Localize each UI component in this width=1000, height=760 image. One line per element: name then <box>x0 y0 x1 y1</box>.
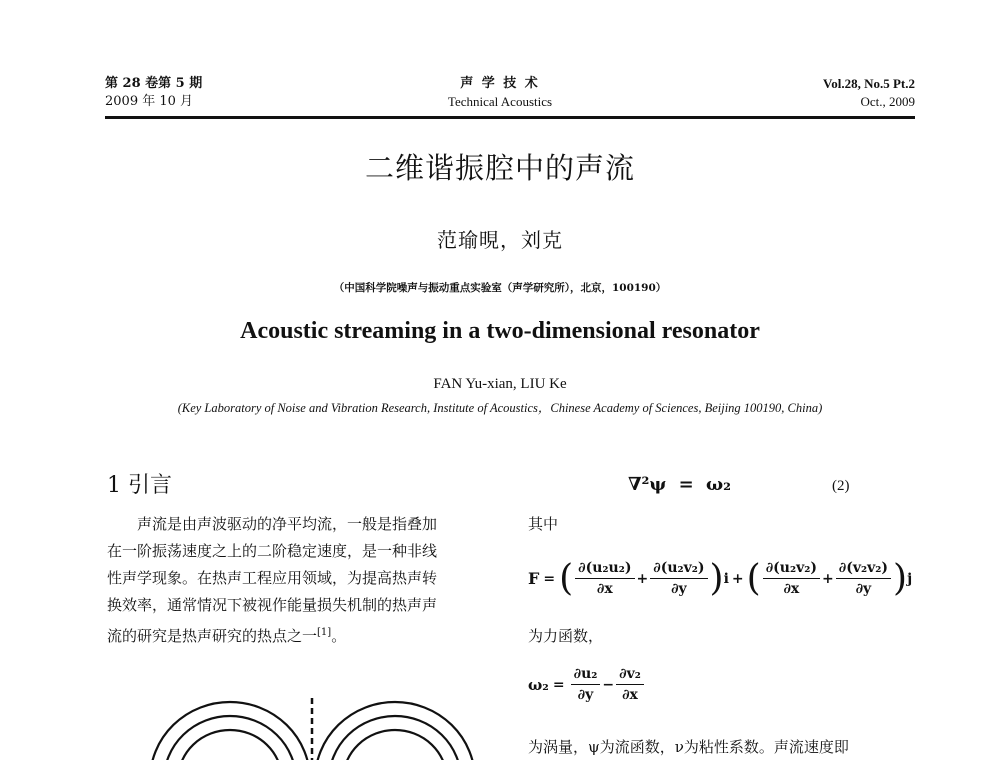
para-line: 在一阶振荡速度之上的二阶稳定速度，是一种非线 <box>107 542 438 560</box>
citation: [1] <box>317 627 332 638</box>
F-label: F <box>528 569 540 588</box>
frac-term2: $\frac{\text{∂(u₂v₂)}}{\partial y}$ <box>650 558 707 599</box>
para-line: 性声学现象。在热声工程应用领域，为提高热声转 <box>107 569 438 587</box>
eq2-label: (2) <box>832 478 850 494</box>
affiliation-en: (Key Laboratory of Noise and Vibration Research, Institute of Acoustics，Chinese Academy of Sciences, Beijing 100190, China) <box>177 401 823 415</box>
authors-cn: 范瑜晛，刘克 <box>437 228 563 252</box>
vorticity-description: 为涡量，ψ为流函数，ν为粘性系数。声流速度即 <box>528 738 849 756</box>
section-1-title: 1 引言 <box>107 473 172 498</box>
affiliation-cn: （中国科学院噪声与振动重点实验室（声学研究所），北京，100190） <box>333 282 667 294</box>
header-date-en: Oct., 2009 <box>860 94 915 109</box>
frac-om2: $\frac{\text{∂v₂}}{\partial x}$ <box>616 664 644 705</box>
header-journal-en: Technical Acoustics <box>447 94 553 109</box>
title-cn: 二维谐振腔中的声流 <box>364 151 635 185</box>
eq2: ∇²ψ = ω₂ <box>628 474 732 495</box>
header-journal-cn: 声 学 技 术 <box>460 76 540 91</box>
para-line-last <box>107 619 492 650</box>
frac-term4: $\frac{\text{∂(v₂v₂)}}{\partial y}$ <box>836 558 891 599</box>
qizhong: 其中 <box>528 515 559 533</box>
end-punct: 。 <box>331 627 347 645</box>
vortex-left-inner <box>178 730 282 760</box>
force-description: 为力函数， <box>528 627 604 645</box>
omega-label: ω₂ <box>528 675 549 694</box>
authors-en: FAN Yu-xian, LIU Ke <box>433 376 567 392</box>
eq2-rhs: ω₂ <box>706 474 732 495</box>
title-en: Acoustic streaming in a two-dimensional resonator <box>240 318 760 344</box>
header-volume-en: Vol.28, No.5 Pt.2 <box>823 76 915 91</box>
para-line: 声流是由声波驱动的净平均流，一般是指叠加 <box>137 515 438 533</box>
unit-i: i <box>723 570 729 587</box>
header-volume-cn: 第 28 卷第 5 期 <box>105 76 203 91</box>
frac-om1: $\frac{\text{∂u₂}}{\partial y}$ <box>571 664 601 705</box>
frac-term1: $\frac{\text{∂(u₂u₂)}}{\partial x}$ <box>575 558 634 599</box>
vortex-left-mid <box>164 716 296 760</box>
unit-j: j <box>907 570 913 587</box>
force-equation: F = ( $\frac{\text{∂(u₂u₂)}}{\partial x}$ + $\frac{\text{∂(u₂v₂)}}{\partial y}$ ) i + ( $\frac{\text{∂(u₂v₂)}}{\partial x}$ + $\frac{\text{∂(v₂v₂)}}{\partial y}$ ) j <box>528 557 913 599</box>
streaming-figure <box>140 690 480 760</box>
vortex-right-mid <box>329 716 461 760</box>
vortex-right-inner <box>343 730 447 760</box>
header-date-cn: 2009 年 10 月 <box>105 94 194 109</box>
header-rule <box>105 116 915 119</box>
vorticity-equation: ω₂ = $\frac{\text{∂u₂}}{\partial y}$ − $\frac{\text{∂v₂}}{\partial x}$ <box>528 664 646 705</box>
section-1-paragraph <box>107 511 492 650</box>
frac-term3: $\frac{\text{∂(u₂v₂)}}{\partial x}$ <box>763 558 820 599</box>
para-line: 换效率，通常情况下被视作能量损失机制的热声声 <box>107 596 438 614</box>
para-line: 流的研究是热声研究的热点之一 <box>107 627 318 645</box>
eq2-lhs: ∇²ψ <box>628 474 667 495</box>
